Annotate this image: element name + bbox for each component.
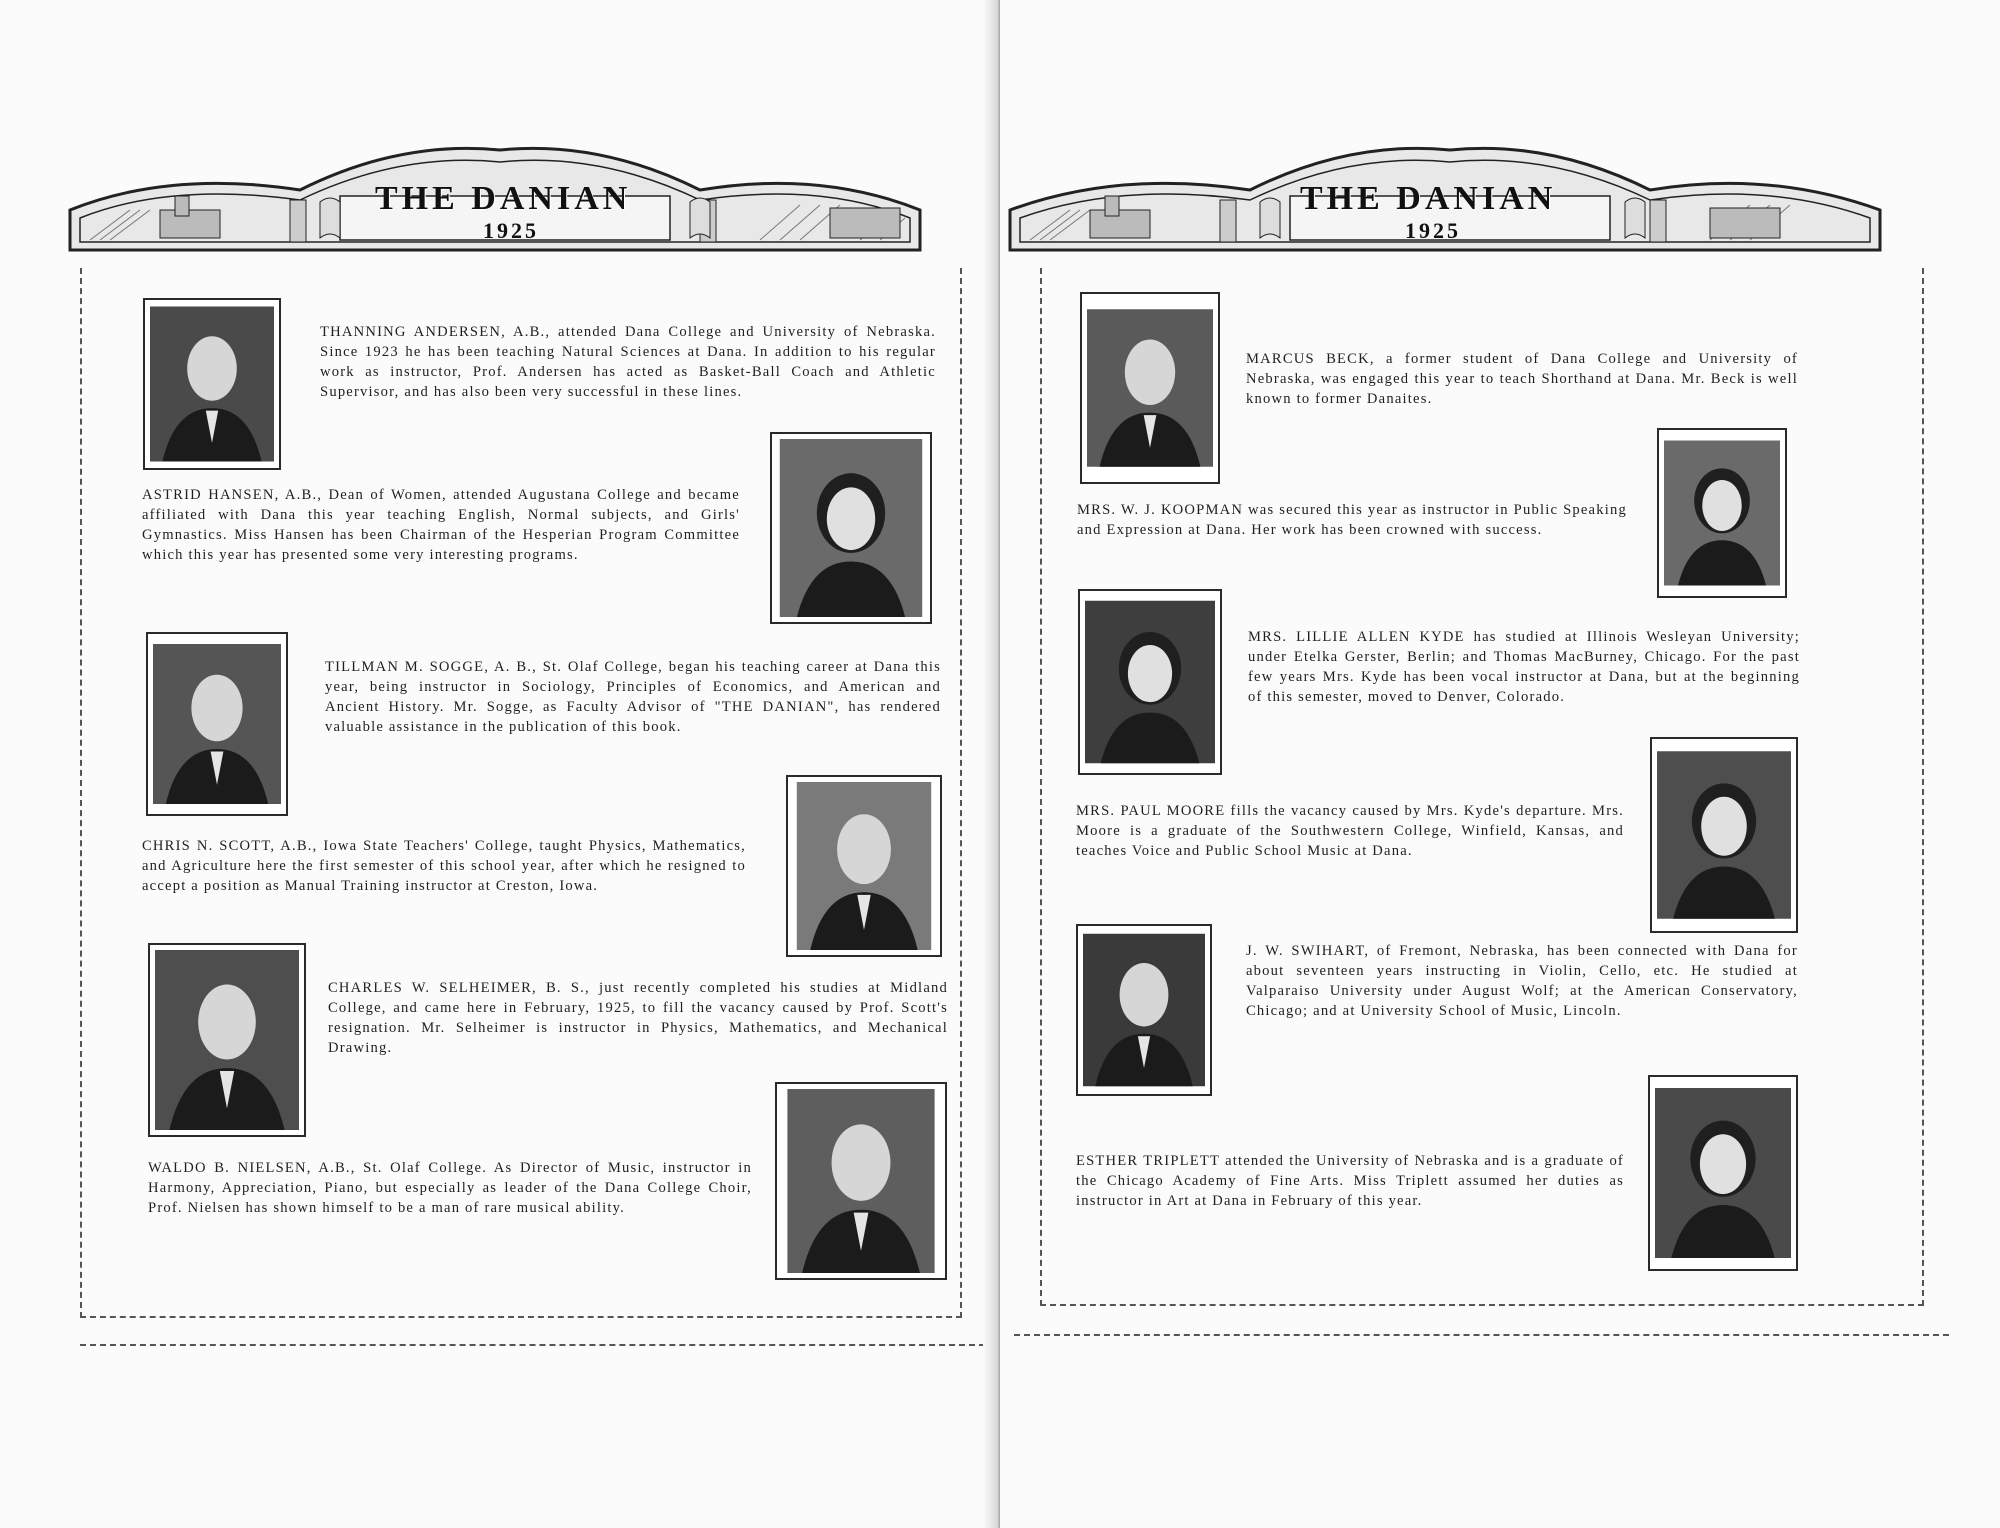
photo-andersen [143, 298, 281, 470]
bottom-rule [1014, 1334, 1949, 1336]
portrait-female-icon [777, 439, 925, 617]
bio-hansen: ASTRID HANSEN, A.B., Dean of Women, attended Augustana College and became affiliated with Dana this year teaching English, Normal subjects, and Girls' Gymnastics. Miss Hansen has been Chairman of the Hesperian Program Committee which this year has presented some very interesting programs. [142, 487, 740, 563]
banner-title: THE DANIAN [1300, 180, 1557, 217]
banner-year: 1925 [483, 218, 539, 243]
left-page [0, 0, 995, 1528]
portrait-male-icon [793, 782, 935, 950]
photo-moore [1650, 737, 1798, 933]
portrait-male-icon [153, 639, 281, 809]
photo-swihart [1076, 924, 1212, 1096]
bio-scott: CHRIS N. SCOTT, A.B., Iowa State Teachers' College, taught Physics, Mathematics, and Agriculture here the first semester of this school year, after which he resigned to accept a position as Manual Training instructor at Creston, Iowa. [142, 838, 746, 894]
portrait-male-icon [1083, 931, 1205, 1089]
portrait-female-icon [1655, 1082, 1791, 1264]
right-page [1000, 0, 2000, 1528]
banner-year: 1925 [1405, 218, 1461, 243]
bio-sogge: TILLMAN M. SOGGE, A. B., St. Olaf College, began his teaching career at Dana this year, being instructor in Sociology, Principles of Economics, and American and Ancient History. Mr. Sogge, as Faculty Advisor of "THE DANIAN", has rendered valuable assistance in the publication of this book. [325, 659, 941, 735]
photo-kyde [1078, 589, 1222, 775]
photo-beck [1080, 292, 1220, 484]
header-banner [1000, 130, 2000, 260]
photo-triplett [1648, 1075, 1798, 1271]
bio-moore: MRS. PAUL MOORE fills the vacancy caused by Mrs. Kyde's departure. Mrs. Moore is a graduate of the Southwestern College, Winfield, Kansas, and teaches Voice and Public School Music at Dana. [1076, 803, 1624, 859]
photo-hansen [770, 432, 932, 624]
portrait-female-icon [1664, 435, 1780, 591]
bio-swihart: J. W. SWIHART, of Fremont, Nebraska, has been connected with Dana for about seventeen years instructing in Violin, Cello, etc. He studied at Valparaiso University under August Wolf; at the American Conservatory, Chicago; and at University School of Music, Lincoln. [1246, 943, 1798, 1019]
header-banner [0, 130, 995, 260]
bio-nielsen: WALDO B. NIELSEN, A.B., St. Olaf College. As Director of Music, instructor in Harmony, Appreciation, Piano, but especially as leader of the Dana College Choir, Prof. Nielsen has shown himself to be a man of rare musical ability. [148, 1160, 752, 1216]
photo-koopman [1657, 428, 1787, 598]
bottom-rule [80, 1344, 985, 1346]
portrait-male-icon [782, 1089, 940, 1273]
bio-kyde: MRS. LILLIE ALLEN KYDE has studied at Illinois Wesleyan University; under Etelka Gerster, Berlin; and Thomas MacBurney, Chicago. For the past few years Mrs. Kyde has been vocal instructor at Dana, but at the beginning of this semester, moved to Denver, Colorado. [1248, 629, 1800, 705]
bio-triplett: ESTHER TRIPLETT attended the University of Nebraska and is a graduate of the Chicago Academy of Fine Arts. Miss Triplett assumed her duties as instructor in Art at Dana in February of this year. [1076, 1153, 1624, 1209]
portrait-male-icon [150, 305, 274, 463]
portrait-male-icon [155, 950, 299, 1130]
bio-selheimer: CHARLES W. SELHEIMER, B. S., just recently completed his studies at Midland College, and came here in February, 1925, to fill the vacancy caused by Prof. Scott's resignation. Mr. Selheimer is instructor in Physics, Mathematics, and Mechanical Drawing. [328, 980, 948, 1056]
bio-koopman: MRS. W. J. KOOPMAN was secured this year as instructor in Public Speaking and Expression at Dana. Her work has been crowned with success. [1077, 502, 1627, 538]
portrait-female-icon [1085, 596, 1215, 768]
portrait-female-icon [1657, 744, 1791, 926]
photo-nielsen [775, 1082, 947, 1280]
bio-andersen: THANNING ANDERSEN, A.B., attended Dana College and University of Nebraska. Since 1923 he has been teaching Natural Sciences at Dana. In addition to his regular work as instructor, Prof. Andersen has acted as Basket-Ball Coach and Athletic Supervisor, and has also been very successful in these lines. [320, 324, 936, 400]
photo-sogge [146, 632, 288, 816]
bio-beck: MARCUS BECK, a former student of Dana College and University of Nebraska, was engaged this year to teach Shorthand at Dana. Mr. Beck is well known to former Danaites. [1246, 351, 1798, 407]
photo-selheimer [148, 943, 306, 1137]
banner-title: THE DANIAN [375, 180, 632, 217]
photo-scott [786, 775, 942, 957]
portrait-male-icon [1087, 299, 1213, 477]
